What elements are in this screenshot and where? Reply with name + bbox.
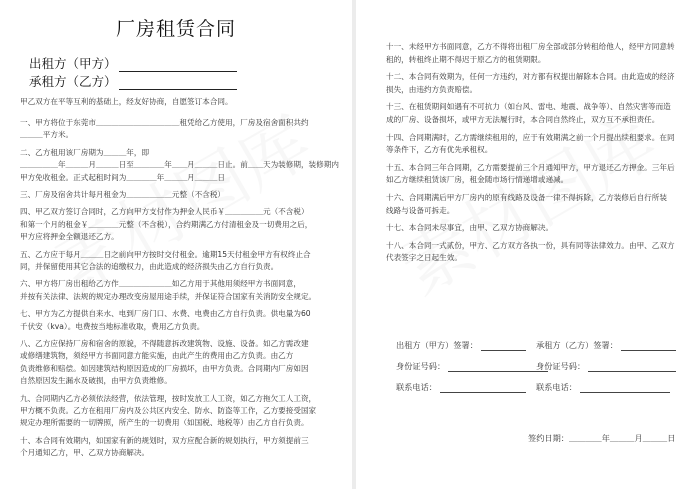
intro-text: 甲乙双方在平等互利的基础上，经友好协商，自愿签订本合同。	[20, 97, 233, 106]
clause-line: 七、甲方为乙方提供自来水、电到厂房门口、水费、电费由乙方自行负责。供电量为60	[20, 309, 311, 319]
clause-line: 线路与设备可拆走。	[386, 205, 455, 215]
sign-date: 签约日期：＿＿＿＿年＿＿＿月＿＿＿日	[528, 433, 676, 443]
clause-line: 五、乙方应于每月＿＿＿日之前向甲方按时交付租金。逾期15天付租金甲方有权终止合	[20, 249, 311, 259]
clause-line: 损失，由违约方负责赔偿。	[386, 84, 478, 94]
clause-line: 规定办理所需要的一切牌照，所产生的一切费用（如国税、地税等）由乙方自行负责。	[20, 418, 309, 428]
clause-line: 二、乙方租用该厂房期为＿＿＿年，即	[20, 147, 150, 157]
lessee-row	[29, 72, 237, 90]
clause-line: 三、厂房及宿舍共计每月租金为＿＿＿＿＿＿元整（不含税）	[20, 190, 226, 199]
lessor-row	[29, 54, 237, 72]
clause-line: 十一、未经甲方书面同意，乙方不得将出租厂房全部或部分转租给他人，经甲方同意转	[386, 42, 675, 51]
document-title: 厂房租赁合同	[115, 18, 236, 40]
lessor-name-line	[119, 59, 237, 72]
clause-line: 八、乙方应保持厂房和宿舍的原貌，不得随意拆改建筑物、设施、设备。如乙方需改建	[20, 339, 309, 348]
clause-line: 一、甲方将位于东莞市＿＿＿＿＿＿＿＿＿＿＿租凭给乙方使用，厂房及宿舍面积共约	[20, 118, 309, 127]
clause-line: ＿＿＿平方米。	[20, 130, 74, 140]
clause-line: 十八、本合同一式贰份，甲方、乙方双方各执一份，具有同等法律效力。由甲、乙双方	[386, 240, 675, 250]
clause-line: 同，并保留使用其它合法的追缴权力，由此造成的经济损失由乙方自行负责。	[20, 262, 279, 271]
lessee-label: 承租方（乙方）	[29, 74, 117, 89]
lessor-label: 出租方（甲方）	[29, 56, 117, 71]
clause-line: 如乙方继续租赁该厂房，租金随市场行情递增或递减。	[386, 175, 569, 185]
clause-line: 等条件下，乙方有优先承租权。	[386, 145, 493, 155]
clause-line: 十二、本合同有效期为，任何一方违约，对方都有权提出解除本合同。由此造成的经济	[386, 72, 675, 82]
clause-line: 自然原因发生漏水及破损，由甲方负责维修。	[20, 376, 172, 386]
clause-line: 甲方概不负责。乙方在租用厂房内及公共区内安全、防水、防盗等工作，乙方要接受国家	[20, 406, 317, 415]
clause-line: 十五、本合同三年合同期，乙方需要提前三个月通知甲方，甲方退还乙方押金。三年后	[386, 162, 675, 172]
clause-line: 十四、合同期满时，乙方需继续租用的，应于有效期满之前一个月提出续租要求。在同	[386, 132, 675, 142]
right-page	[356, 0, 700, 489]
clause-line: 甲方免收租金。正式起租时间为＿＿＿＿年＿＿＿月＿＿＿日	[20, 172, 226, 182]
clause-line: 甲方应将押金全额退还乙方。	[20, 232, 119, 242]
clause-line: 并按有关法律、法规的规定办理改变房屋用途手续，并保证符合国家有关消防安全规定。	[20, 291, 317, 301]
lessee-signature: 承租方（乙方）签署：	[536, 340, 676, 351]
clause-line: 十六、合同期满后甲方厂房内的原有线路及设备一律不得拆除，乙方装修后自行所装	[386, 193, 667, 202]
clause-line: 负责维修和赔偿。如因建筑结构原因造成的厂房损坏，由甲方负责。合同期内厂房如因	[20, 363, 309, 373]
clause-line: 四、甲乙双方签订合同时，乙方向甲方支付作为押金人民币￥＿＿＿＿＿元（不含税）	[20, 207, 309, 217]
clause-line: 成的厂房、设备损坏，或甲方无法履行时，本合同自然终止，双方互不承担责任。	[386, 115, 660, 124]
clause-line: 个月通知乙方，甲、乙双方协商解决。	[20, 448, 150, 458]
clause-line: 千伏安（kva）。电费按当地标准收取，费用乙方负责。	[20, 321, 205, 331]
lessor-phone-row: 联系电话：	[396, 382, 526, 393]
lessee-phone-line[interactable]	[580, 383, 670, 393]
lessee-name-line	[119, 77, 237, 90]
lessee-id-row: 身份证号码：	[536, 361, 676, 372]
lessor-id-line[interactable]	[448, 362, 548, 372]
clause-line: ＿＿＿＿＿年＿＿＿月＿＿＿日至＿＿＿＿年＿＿月＿＿＿日止。前＿＿天为装修期，装修期内	[20, 160, 339, 170]
lessor-phone-line[interactable]	[440, 383, 526, 393]
lessee-sign-line[interactable]	[621, 341, 676, 351]
lessee-phone-row: 联系电话：	[536, 382, 670, 393]
clause-line: 租的，转租终止期不得迟于原乙方的租赁期限。	[386, 54, 546, 64]
clause-line: 和第一个月的租金￥＿＿＿＿元整（不含税），合约期满乙方付清租金及一切费用之后，	[20, 219, 313, 229]
clause-line: 九、合同期内乙方必须依法经营，依法管理，按时发放工人工资，如乙方拖欠工人工资，	[20, 393, 317, 403]
clause-line: 十三、在租赁期间如遇有不可抗力（如台风、雷电、地震、战争等）、自然灾害等而造	[386, 102, 671, 112]
clause-line: 代表签字之日起生效。	[386, 253, 462, 263]
lessor-id-row: 身份证号码：	[396, 361, 548, 372]
lessor-signature: 出租方（甲方）签署：	[396, 340, 526, 351]
clause-line: 或修缮建筑物，须经甲方书面同意方能实施，由此产生的费用由乙方负责。由乙方	[20, 351, 294, 361]
clause-line: 十、本合同有效期内，如国家有新的规划时，双方应配合新的规划执行，甲方须提前三	[20, 435, 309, 445]
lessor-sign-line[interactable]	[481, 341, 526, 351]
lessee-id-line[interactable]	[588, 362, 676, 372]
clause-line: 六、甲方将厂房出租给乙方作＿＿＿＿＿＿＿如乙方用于其他用须经甲方书面同意，	[20, 279, 301, 289]
clause-line: 十七、本合同未尽事宜，由甲、乙双方协商解决。	[386, 223, 554, 233]
